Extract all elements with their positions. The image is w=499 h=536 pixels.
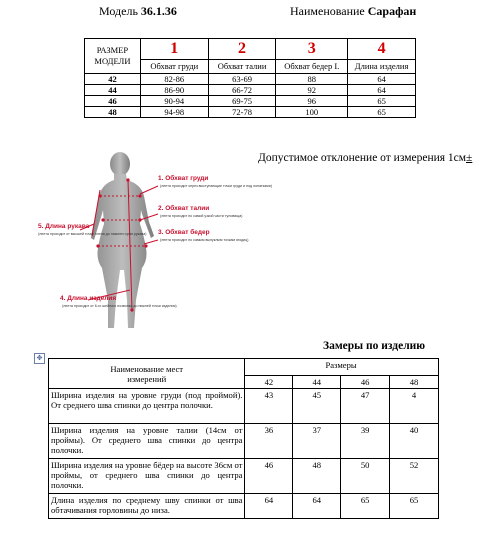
- size-chart-table: [84, 38, 416, 118]
- value-cell: 64: [348, 85, 416, 96]
- value-cell: 96: [276, 96, 348, 107]
- measure-description: Ширина изделия на уровне груди (под проймой). От среднего шва спинки до центра полочки.: [49, 389, 245, 424]
- table-move-handle-icon[interactable]: ✥: [34, 353, 45, 364]
- value-cell: 86-90: [140, 85, 208, 96]
- value-cell: 69-75: [208, 96, 276, 107]
- column-number: 2: [208, 39, 276, 60]
- measurement-figure: [28, 150, 272, 340]
- model-label: Модель: [99, 4, 138, 18]
- measure-value: 39: [341, 424, 390, 459]
- measurements-header-row: [49, 359, 439, 376]
- table-row: [85, 96, 416, 107]
- size-header-cell: 48: [390, 376, 439, 389]
- measure-value: 48: [293, 459, 341, 494]
- label-sleeve-note: (лента проходит от высшей точки плеча до нижнего края рукава): [38, 232, 147, 236]
- measure-description: Длина изделия по среднему шву спинки от шва обтачивания горловины до низа.: [49, 494, 245, 519]
- table-row: [85, 107, 416, 118]
- table-row: [49, 459, 439, 494]
- value-cell: 65: [348, 107, 416, 118]
- measure-value: 36: [245, 424, 293, 459]
- body-silhouette-diagram: [28, 150, 272, 340]
- label-waist-title: 2. Обхват талии: [158, 205, 210, 212]
- label-hips-title: 3. Обхват бедер: [158, 229, 210, 236]
- column-header: Обхват талии: [208, 60, 276, 74]
- measure-name-header-text: Наименование мест измерений: [110, 363, 184, 384]
- size-header-cell: 44: [293, 376, 341, 389]
- measure-value: 65: [341, 494, 390, 519]
- measure-value: 47: [341, 389, 390, 424]
- column-number: 3: [276, 39, 348, 60]
- measure-value: 45: [293, 389, 341, 424]
- size-number-row: [85, 39, 416, 60]
- label-hips-note: (лента проходит по самым выпуклым точкам ягодиц): [160, 238, 249, 242]
- sizes-header: Размеры: [245, 359, 439, 376]
- measurements-table: [48, 358, 439, 519]
- table-row: [85, 85, 416, 96]
- measure-value: 40: [390, 424, 439, 459]
- product-heading: [290, 4, 416, 19]
- table-row: [49, 424, 439, 459]
- column-header: Обхват бедер I.: [276, 60, 348, 74]
- label-bust-note: (лента проходит через выступающие точки груди и под лопатками): [160, 184, 272, 188]
- size-header-cell: 42: [245, 376, 293, 389]
- label-length-note: (лента проходит от 6-го шейного позвонка до нижней точки изделия): [62, 304, 177, 308]
- value-cell: 90-94: [140, 96, 208, 107]
- value-cell: 82-86: [140, 74, 208, 85]
- value-cell: 88: [276, 74, 348, 85]
- measure-value: 43: [245, 389, 293, 424]
- size-cell: 44: [85, 85, 141, 96]
- measure-value: 37: [293, 424, 341, 459]
- value-cell: 94-98: [140, 107, 208, 118]
- plus-minus-symbol: ±: [466, 152, 473, 164]
- measure-value: 46: [245, 459, 293, 494]
- size-cell: 48: [85, 107, 141, 118]
- measure-value: 64: [293, 494, 341, 519]
- table-row: [49, 494, 439, 519]
- measure-description: Ширина изделия на уровне бёдер на высоте 36см от проймы, от среднего шва спинки до центра полочки.: [49, 459, 245, 494]
- value-cell: 64: [348, 74, 416, 85]
- value-cell: 100: [276, 107, 348, 118]
- measure-value: 50: [341, 459, 390, 494]
- table-row: [49, 389, 439, 424]
- tolerance-note: [258, 151, 483, 165]
- model-heading: [99, 4, 177, 19]
- label-bust-title: 1. Обхват груди: [158, 175, 209, 182]
- tolerance-text: Допустимое отклонение от измерения 1см: [258, 152, 467, 164]
- table-row: [85, 74, 416, 85]
- measure-description: Ширина изделия на уровне талии (14см от проймы). От среднего шва спинки до центра полочки.: [49, 424, 245, 459]
- measure-value: 64: [245, 494, 293, 519]
- measure-value: 65: [390, 494, 439, 519]
- measure-name-header: [49, 359, 245, 389]
- size-cell: 46: [85, 96, 141, 107]
- value-cell: 63-69: [208, 74, 276, 85]
- size-header-cell: 46: [341, 376, 390, 389]
- label-waist-note: (лента проходит по самой узкой части туловища): [160, 214, 243, 218]
- product-name: Сарафан: [367, 4, 417, 18]
- column-number: 4: [348, 39, 416, 60]
- measure-value: 4: [390, 389, 439, 424]
- value-cell: 72-78: [208, 107, 276, 118]
- column-number: 1: [140, 39, 208, 60]
- value-cell: 65: [348, 96, 416, 107]
- size-corner-header: РАЗМЕР МОДЕЛИ: [85, 39, 141, 74]
- product-name-label: Наименование: [290, 4, 365, 18]
- column-header: Обхват груди: [140, 60, 208, 74]
- value-cell: 92: [276, 85, 348, 96]
- measurements-title: Замеры по изделию: [323, 340, 426, 352]
- label-length-title: 4. Длина изделия: [60, 295, 117, 302]
- column-header: Длина изделия: [348, 60, 416, 74]
- label-sleeve-title: 5. Длина рукава: [38, 223, 90, 230]
- measure-value: 52: [390, 459, 439, 494]
- value-cell: 66-72: [208, 85, 276, 96]
- model-number: 36.1.36: [140, 4, 177, 18]
- size-cell: 42: [85, 74, 141, 85]
